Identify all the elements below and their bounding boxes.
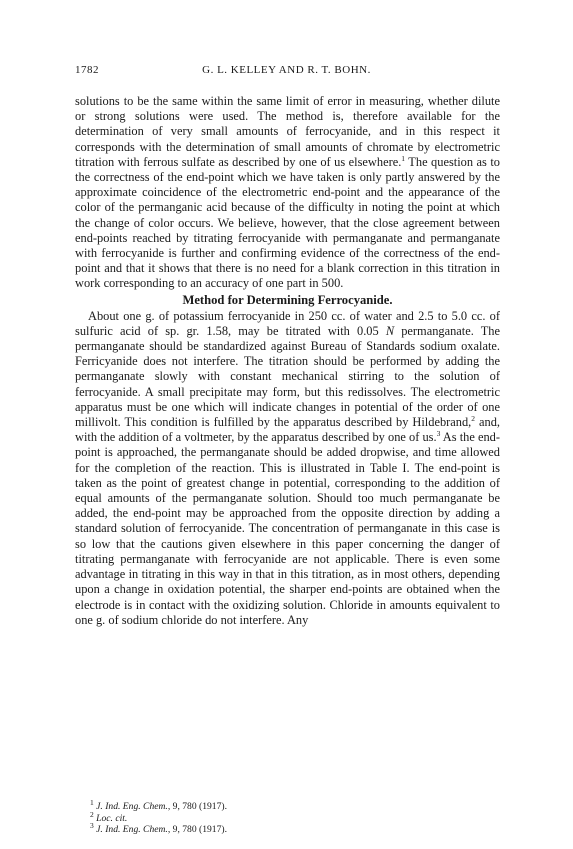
citation-rest: , 9, 780 (1917). <box>167 801 227 812</box>
paragraph-continued <box>75 94 500 292</box>
paragraph-method <box>75 309 500 628</box>
normality-symbol: N <box>385 323 395 338</box>
article-body <box>75 94 500 628</box>
paragraph-text: The question as to the correctness of the end-point which we have taken is only partly answered by the approximate coincidence of the electrometric end-point and the appearance of the color of the permanganic acid because of the difficulty in noting the point at which the change of color occurs. We believe, however, that the close agreement between end-points reached by titrating ferrocyanide with permanganate and permanganate with ferrocyanide is further and confirming evidence of the correctness of the end-point and that it shows that there is no need for a blank correction in this titration in work corresponding to an accuracy of one part in 500. <box>75 154 500 291</box>
footnote <box>75 809 500 825</box>
page-header <box>75 64 498 80</box>
footnote-ref: 2 <box>471 413 476 423</box>
paragraph-text: and, with the addition of a voltmeter, by the apparatus described by one of us. <box>75 415 501 445</box>
footnote-mark: 1 <box>90 797 94 807</box>
paragraph-text: solutions to be the same within the same limit of error in measuring, whether dilute or strong solutions were used. The method is, therefore available for the determination of very small amounts of ferrocyanide, and in this respect it corresponds with the determination of small amounts of chromate by electrometric titration with ferrous sulfate as described by one of us elsewhere. <box>75 94 500 169</box>
citation-journal: J. Ind. Eng. Chem. <box>96 824 168 836</box>
section-heading: Method for Determining Ferrocyanide. <box>182 292 393 307</box>
footnotes <box>75 797 500 836</box>
paragraph-text: About one g. of potassium ferrocyanide in 250 cc. of water and 2.5 to 5.0 cc. of sulfuric acid of sp. gr. 1.58, may be titrated with 0.05 <box>75 308 500 338</box>
paragraph-text: As the end-point is approached, the permanganate should be added dropwise, and time allowed for the completion of the reaction. This is illustrated in Table I. The end-point is taken as the point of greatest change in potential, corresponding to the addition of equal amounts of the permanganate solution. Should too much permanganate be added, the end-point may be approached from the opposite direction by adding a standard solution of ferrocyanide. The concentration of permanganate in this case is so low that the cautions given elsewhere in this paper concerning the danger of titrating permanganate with ferrocyanide are not applicable. There is even some advantage in titrating in this way in that in this titration, as in most others, depending upon a change in oxidation potential, the sharper end-points are obtained when the electrode is in contact with the oxidizing solution. Chloride in amounts equivalent to one g. of sodium chloride do not interfere. Any <box>75 430 500 627</box>
citation-journal: J. Ind. Eng. Chem. <box>96 801 168 812</box>
running-head: G. L. KELLEY AND R. T. BOHN. <box>202 64 371 76</box>
footnote-ref: 1 <box>401 153 406 163</box>
paragraph-text: permanganate. The permanganate should be standardized against Bureau of Standards sodium oxalate. Ferricyanide does not interfere. The titration should be performed by adding the permanganate slowly with constant mechanical stirring to the solution of ferrocyanide. A small precipitate may form, but this redissolves. The electrometric apparatus must be one which will indicate changes in potential of the order of one millivolt. This condition is fulfilled by the apparatus described by Hildebrand, <box>75 323 500 430</box>
footnote <box>75 797 500 813</box>
footnote <box>75 821 500 836</box>
citation-loc-cit: Loc. cit. <box>96 812 128 824</box>
footnote-mark: 3 <box>90 821 94 830</box>
footnote-ref: 3 <box>436 429 441 439</box>
footnote-mark: 2 <box>90 809 94 819</box>
citation-rest: , 9, 780 (1917). <box>167 824 227 836</box>
page-number: 1782 <box>75 64 99 76</box>
